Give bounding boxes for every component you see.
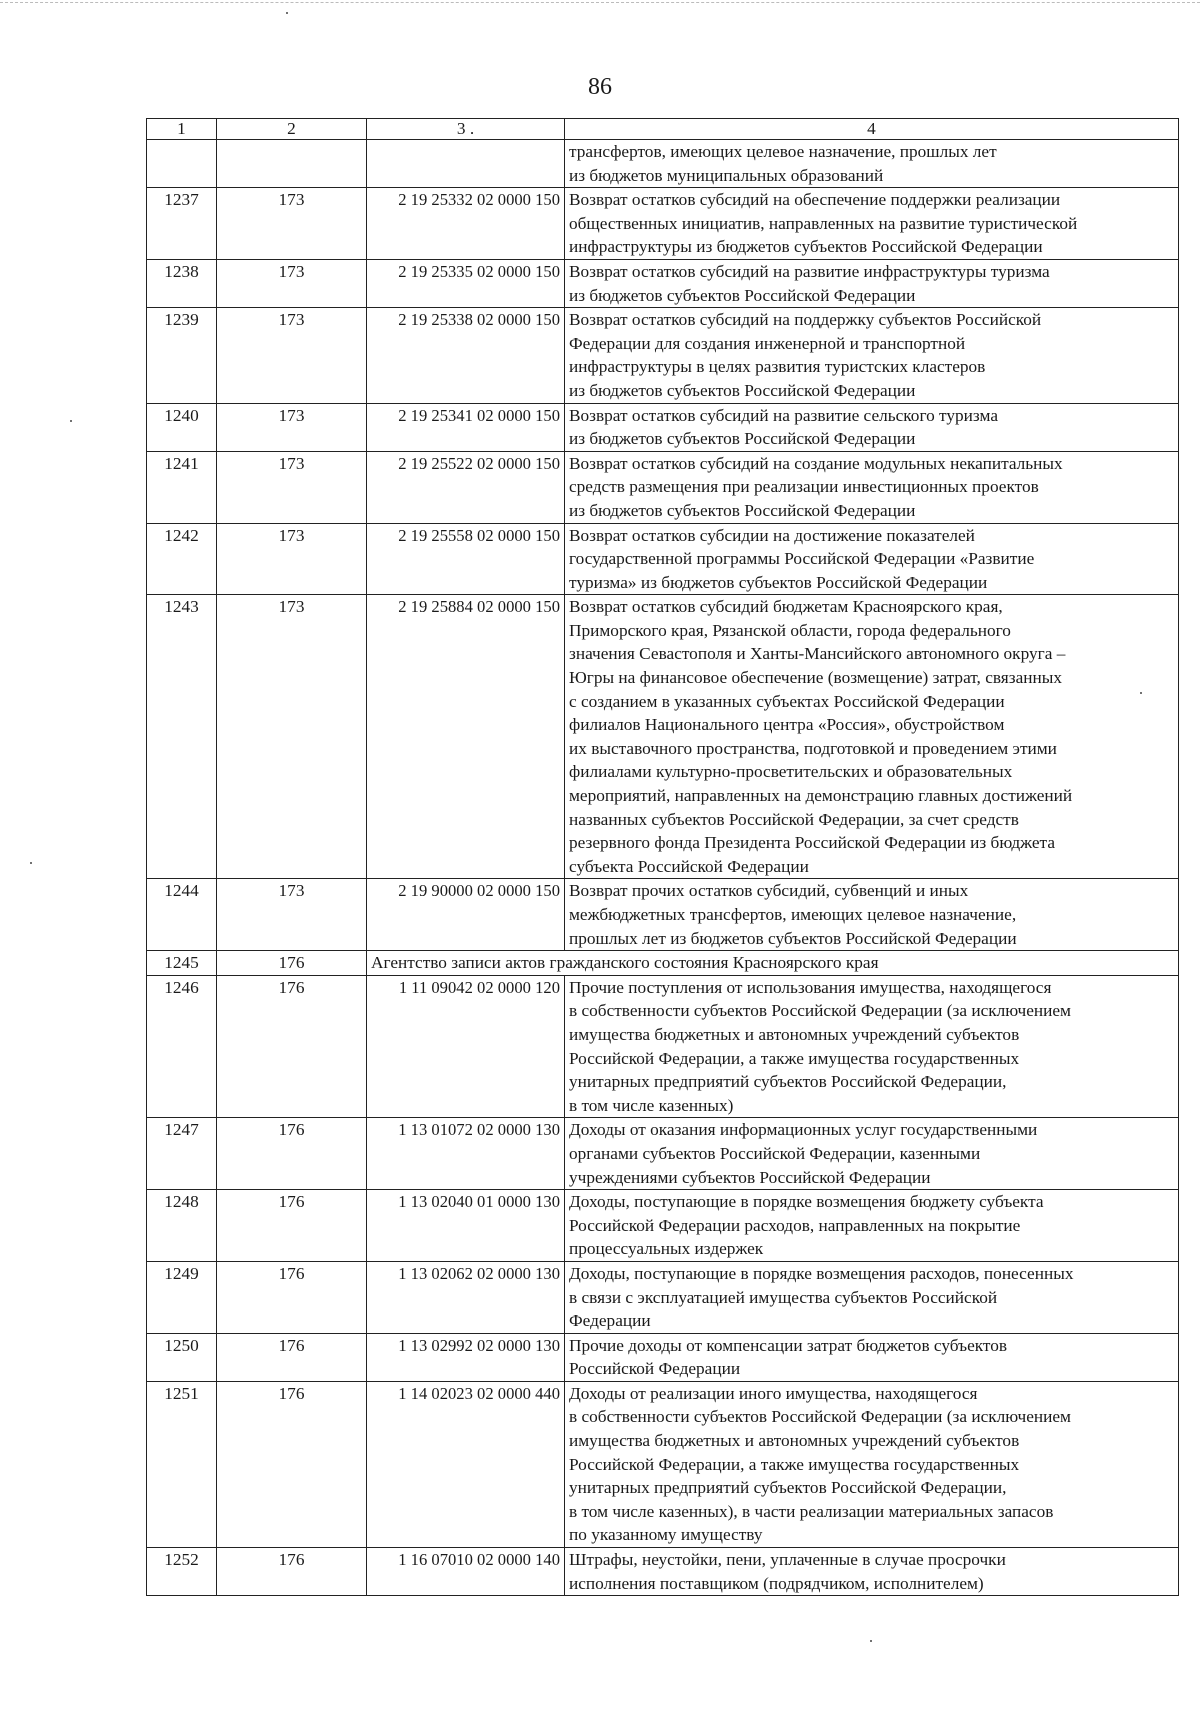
description-cell: Прочие доходы от компенсации затрат бюджетов субъектов Российской Федерации <box>565 1333 1179 1381</box>
row-number-cell: 1249 <box>147 1261 217 1333</box>
table-row <box>147 1381 1179 1547</box>
admin-code-cell: 176 <box>217 1548 367 1596</box>
budget-code-cell: 1 11 09042 02 0000 120 <box>367 975 565 1118</box>
description-cell: Доходы, поступающие в порядке возмещения бюджету субъекта Российской Федерации расходов, направленных на покрытие процессуальных издержек <box>565 1190 1179 1262</box>
table-row <box>147 879 1179 951</box>
header-cell: 2 <box>217 119 367 140</box>
scan-speck <box>870 1640 872 1642</box>
page-number: 86 <box>588 74 612 100</box>
table-row <box>147 1118 1179 1190</box>
table-row <box>147 523 1179 595</box>
row-number-cell: 1241 <box>147 451 217 523</box>
budget-code-cell <box>367 140 565 188</box>
row-number-cell: 1251 <box>147 1381 217 1547</box>
budget-code-cell: 2 19 25884 02 0000 150 <box>367 595 565 879</box>
description-cell: Возврат остатков субсидий на поддержку субъектов Российской Федерации для создания инженерной и транспортной инфраструктуры в целях развития туристских кластеров из бюджетов субъектов Российской Федерации <box>565 308 1179 403</box>
row-number-cell: 1252 <box>147 1548 217 1596</box>
row-number-cell: 1247 <box>147 1118 217 1190</box>
header-cell: 1 <box>147 119 217 140</box>
description-cell: Доходы от оказания информационных услуг государственными органами субъектов Российской Федерации, казенными учреждениями субъектов Российской Федерации <box>565 1118 1179 1190</box>
description-cell: Возврат остатков субсидий на обеспечение поддержки реализации общественных инициатив, направленных на развитие туристической инфраструктуры из бюджетов субъектов Российской Федерации <box>565 188 1179 260</box>
admin-code-cell <box>217 140 367 188</box>
row-number-cell: 1242 <box>147 523 217 595</box>
admin-code-cell: 173 <box>217 595 367 879</box>
budget-code-cell: 1 13 02992 02 0000 130 <box>367 1333 565 1381</box>
header-cell: 3 . <box>367 119 565 140</box>
table-row <box>147 140 1179 188</box>
admin-code-cell: 176 <box>217 1333 367 1381</box>
budget-code-cell: 2 19 25522 02 0000 150 <box>367 451 565 523</box>
budget-code-cell: 1 13 02040 01 0000 130 <box>367 1190 565 1262</box>
budget-code-cell: 2 19 25558 02 0000 150 <box>367 523 565 595</box>
row-number-cell: 1248 <box>147 1190 217 1262</box>
admin-code-cell: 173 <box>217 403 367 451</box>
scan-edge-line <box>0 2 1200 3</box>
admin-code-cell: 173 <box>217 308 367 403</box>
budget-code-cell: 2 19 25341 02 0000 150 <box>367 403 565 451</box>
budget-code-cell: 2 19 25335 02 0000 150 <box>367 259 565 307</box>
budget-code-cell: 1 13 02062 02 0000 130 <box>367 1261 565 1333</box>
description-cell: Прочие поступления от использования имущества, находящегося в собственности субъектов Российской Федерации (за исключением имущества бюджетных и автономных учреждений субъектов Российской Федерации, а также имущества государственных унитарных предприятий субъектов Российской Федерации, в том числе казенных) <box>565 975 1179 1118</box>
row-number-cell: 1246 <box>147 975 217 1118</box>
scan-speck <box>286 12 288 14</box>
description-cell: Возврат остатков субсидий на развитие сельского туризма из бюджетов субъектов Российской Федерации <box>565 403 1179 451</box>
scan-speck <box>70 420 72 422</box>
admin-code-cell: 173 <box>217 451 367 523</box>
admin-code-cell: 176 <box>217 1381 367 1547</box>
table-row <box>147 188 1179 260</box>
description-cell: Возврат остатков субсидий на создание модульных некапитальных средств размещения при реализации инвестиционных проектов из бюджетов субъектов Российской Федерации <box>565 451 1179 523</box>
scan-speck <box>30 862 32 864</box>
administrator-name-cell: Агентство записи актов гражданского состояния Красноярского края <box>367 951 1179 976</box>
admin-code-cell: 176 <box>217 1118 367 1190</box>
table-row <box>147 259 1179 307</box>
admin-code-cell: 176 <box>217 1190 367 1262</box>
table-row <box>147 1190 1179 1262</box>
table-row <box>147 403 1179 451</box>
admin-code-cell: 173 <box>217 879 367 951</box>
admin-code-cell: 176 <box>217 951 367 976</box>
header-cell: 4 <box>565 119 1179 140</box>
table-row <box>147 951 1179 976</box>
row-number-cell: 1244 <box>147 879 217 951</box>
table-header-row <box>147 119 1179 140</box>
row-number-cell: 1238 <box>147 259 217 307</box>
row-number-cell: 1250 <box>147 1333 217 1381</box>
description-cell: Возврат остатков субсидии на достижение показателей государственной программы Российской Федерации «Развитие туризма» из бюджетов субъектов Российской Федерации <box>565 523 1179 595</box>
admin-code-cell: 173 <box>217 188 367 260</box>
table-row <box>147 1333 1179 1381</box>
table-row <box>147 1261 1179 1333</box>
row-number-cell: 1243 <box>147 595 217 879</box>
table-body <box>147 119 1179 1596</box>
table-row <box>147 595 1179 879</box>
description-cell: трансфертов, имеющих целевое назначение, прошлых лет из бюджетов муниципальных образований <box>565 140 1179 188</box>
budget-code-cell: 1 16 07010 02 0000 140 <box>367 1548 565 1596</box>
admin-code-cell: 173 <box>217 259 367 307</box>
table-row <box>147 1548 1179 1596</box>
table-row <box>147 451 1179 523</box>
row-number-cell <box>147 140 217 188</box>
row-number-cell: 1237 <box>147 188 217 260</box>
budget-code-cell: 1 13 01072 02 0000 130 <box>367 1118 565 1190</box>
budget-code-cell: 2 19 90000 02 0000 150 <box>367 879 565 951</box>
budget-code-cell: 1 14 02023 02 0000 440 <box>367 1381 565 1547</box>
admin-code-cell: 173 <box>217 523 367 595</box>
description-cell: Возврат остатков субсидий бюджетам Красноярского края, Приморского края, Рязанской области, города федерального значения Севастополя и Ханты-Мансийского автономного округа – Югры на финансовое обеспечение (возмещение) затрат, связанных с созданием в указанных субъектах Российской Федерации филиалов Национального центра «Россия», обустройством их выставочного пространства, подготовкой и проведением этими филиалами культурно-просветительских и образовательных мероприятий, направленных на демонстрацию главных достижений названных субъектов Российской Федерации, за счет средств резервного фонда Президента Российской Федерации из бюджета субъекта Российской Федерации <box>565 595 1179 879</box>
admin-code-cell: 176 <box>217 1261 367 1333</box>
row-number-cell: 1245 <box>147 951 217 976</box>
row-number-cell: 1240 <box>147 403 217 451</box>
description-cell: Доходы от реализации иного имущества, находящегося в собственности субъектов Российской Федерации (за исключением имущества бюджетных и автономных учреждений субъектов Российской Федерации, а также имущества государственных унитарных предприятий субъектов Российской Федерации, в том числе казенных), в части реализации материальных запасов по указанному имуществу <box>565 1381 1179 1547</box>
description-cell: Штрафы, неустойки, пени, уплаченные в случае просрочки исполнения поставщиком (подрядчиком, исполнителем) <box>565 1548 1179 1596</box>
row-number-cell: 1239 <box>147 308 217 403</box>
description-cell: Возврат прочих остатков субсидий, субвенций и иных межбюджетных трансфертов, имеющих целевое назначение, прошлых лет из бюджетов субъектов Российской Федерации <box>565 879 1179 951</box>
budget-code-cell: 2 19 25338 02 0000 150 <box>367 308 565 403</box>
table-row <box>147 975 1179 1118</box>
description-cell: Возврат остатков субсидий на развитие инфраструктуры туризма из бюджетов субъектов Российской Федерации <box>565 259 1179 307</box>
admin-code-cell: 176 <box>217 975 367 1118</box>
table-row <box>147 308 1179 403</box>
description-cell: Доходы, поступающие в порядке возмещения расходов, понесенных в связи с эксплуатацией имущества субъектов Российской Федерации <box>565 1261 1179 1333</box>
budget-codes-table <box>146 118 1179 1596</box>
budget-code-cell: 2 19 25332 02 0000 150 <box>367 188 565 260</box>
